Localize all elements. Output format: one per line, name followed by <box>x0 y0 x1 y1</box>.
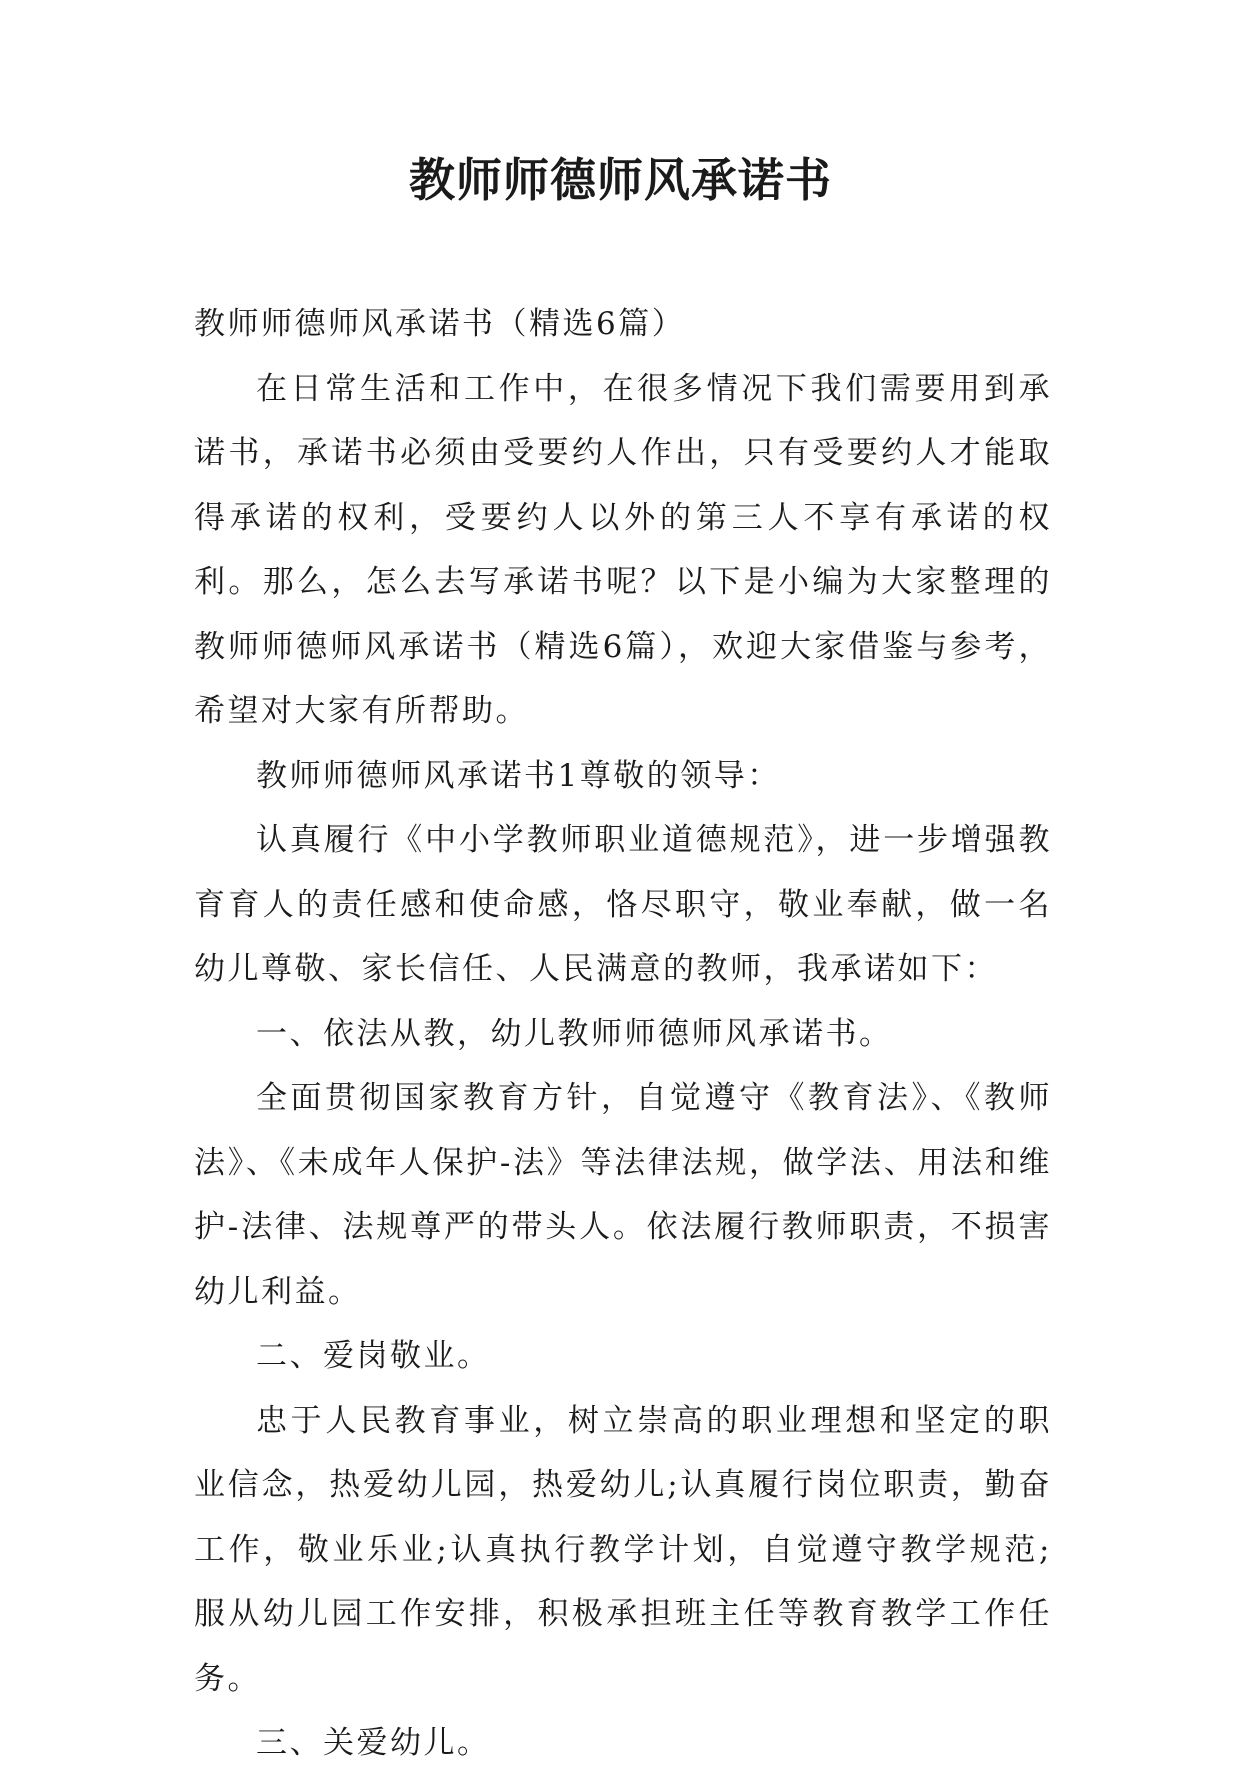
document-paragraph: 全面贯彻国家教育方针，自觉遵守《教育法》、《教师法》、《未成年人保护-法》等法律法规，做学法、用法和维护-法律、法规尊严的带头人。依法履行教师职责，不损害幼儿利益。 <box>194 1080 1052 1310</box>
document-paragraph: 三、关爱幼儿。 <box>256 1725 491 1761</box>
document-paragraph: 一、依法从教，幼儿教师师德师风承诺书。 <box>256 1015 893 1052</box>
document-paragraph: 在日常生活和工作中，在很多情况下我们需要用到承诺书，承诺书必须由受要约人作出，只有受要约人才能取得承诺的权利，受要约人以外的第三人不享有承诺的权利。那么，怎么去写承诺书呢？以下是小编为大家整理的教师师德师风承诺书（精选6篇），欢迎大家借鉴与参考，希望对大家有所帮助。 <box>194 370 1052 729</box>
document-paragraph: 二、爱岗敬业。 <box>256 1338 491 1374</box>
document-title: 教师师德师风承诺书 <box>409 153 832 207</box>
document-paragraph: 认真履行《中小学教师职业道德规范》，进一步增强教育育人的责任感和使命感，恪尽职守，敬业奉献，做一名幼儿尊敬、家长信任、人民满意的教师，我承诺如下： <box>194 822 1052 987</box>
document-paragraph: 教师师德师风承诺书（精选6篇） <box>194 306 686 342</box>
document-paragraph: 忠于人民教育事业，树立崇高的职业理想和坚定的职业信念，热爱幼儿园，热爱幼儿;认真履行岗位职责，勤奋工作，敬业乐业;认真执行教学计划，自觉遵守教学规范;服从幼儿园工作安排，积极承担班主任等教育教学工作任务。 <box>194 1402 1052 1697</box>
document-paragraph: 教师师德师风承诺书1尊敬的领导： <box>256 757 781 794</box>
document-body <box>194 292 1052 1776</box>
